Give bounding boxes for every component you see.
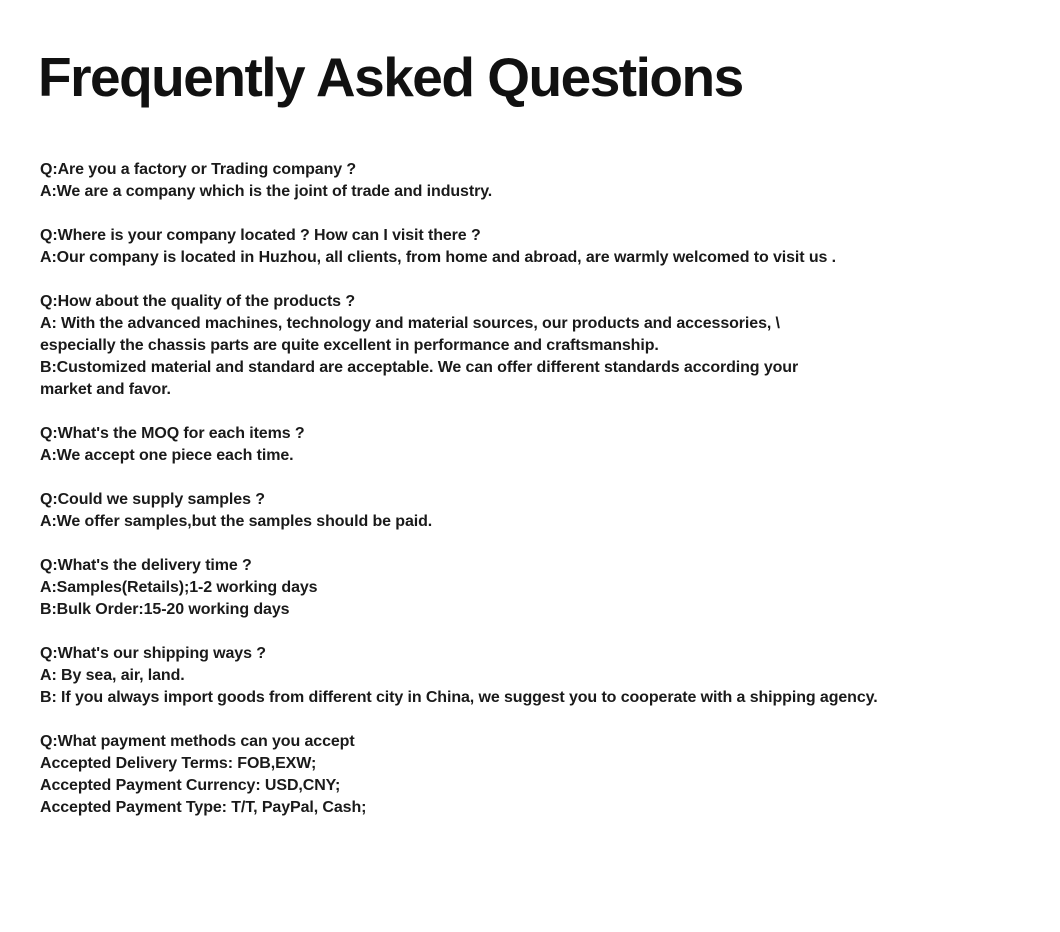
answer-line: A:Our company is located in Huzhou, all clients, from home and abroad, are warmly welcomed to visit us . [40,249,836,267]
question-line: Q:What's our shipping ways ? [40,645,266,663]
faq-section-delivery-time [40,555,1030,621]
question-line: Q:What payment methods can you accept [40,733,355,751]
question-line: Q:How about the quality of the products ? [40,293,355,311]
question-line: Q:Are you a factory or Trading company ? [40,161,357,179]
faq-section-factory-or-trading [40,159,1030,203]
faq-section-company-location [40,225,1030,269]
answer-line: Accepted Payment Currency: USD,CNY; [40,777,341,795]
answer-line: A: With the advanced machines, technology and material sources, our products and accessories, \ [40,315,780,333]
answer-line: A: By sea, air, land. [40,667,185,685]
answer-line: market and favor. [40,381,171,399]
page-title: Frequently Asked Questions [38,46,743,108]
question-line: Q:Where is your company located ? How can I visit there ? [40,227,481,245]
faq-body [38,159,1030,819]
answer-line: B:Customized material and standard are acceptable. We can offer different standards according your [40,359,799,377]
answer-line: Accepted Payment Type: T/T, PayPal, Cash; [40,799,367,817]
answer-line: B: If you always import goods from different city in China, we suggest you to cooperate with a shipping agency. [40,689,878,707]
answer-line: B:Bulk Order:15-20 working days [40,601,290,619]
answer-line: A:Samples(Retails);1-2 working days [40,579,318,597]
answer-line: Accepted Delivery Terms: FOB,EXW; [40,755,317,773]
answer-line: especially the chassis parts are quite excellent in performance and craftsmanship. [40,337,659,355]
question-line: Q:What's the delivery time ? [40,557,252,575]
faq-section-moq [40,423,1030,467]
answer-line: A:We offer samples,but the samples should be paid. [40,513,433,531]
faq-section-samples [40,489,1030,533]
answer-line: A:We are a company which is the joint of trade and industry. [40,183,493,201]
faq-section-product-quality [40,291,1030,401]
faq-section-payment-methods [40,731,1030,819]
answer-line: A:We accept one piece each time. [40,447,294,465]
question-line: Q:Could we supply samples ? [40,491,265,509]
question-line: Q:What's the MOQ for each items ? [40,425,305,443]
faq-section-shipping-ways [40,643,1030,709]
